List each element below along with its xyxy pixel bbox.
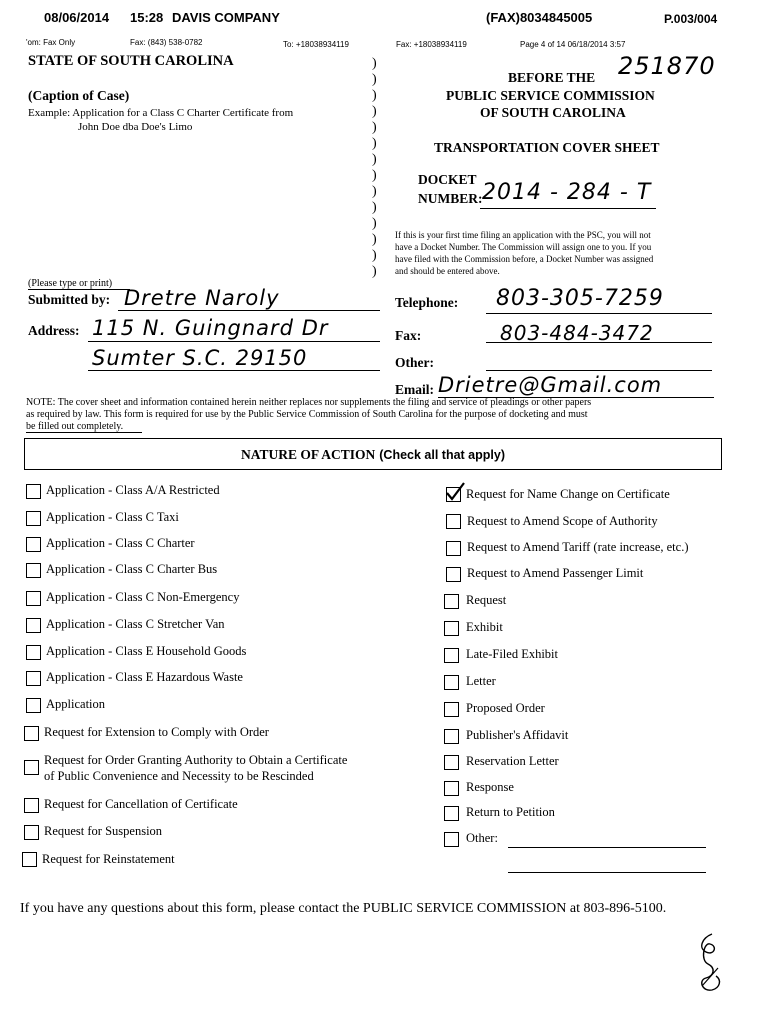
checkbox-proposed-order[interactable] xyxy=(444,702,459,717)
checkbox-class-c-stretcher-van[interactable] xyxy=(26,618,41,633)
other-field[interactable] xyxy=(486,370,712,371)
label-order-granting-authority-2: of Public Convenience and Necessity to be Rescinded xyxy=(44,769,314,783)
checkbox-exhibit[interactable] xyxy=(444,621,459,636)
checkbox-class-aa-restricted[interactable] xyxy=(26,484,41,499)
checkbox-response[interactable] xyxy=(444,781,459,796)
note-line-2: as required by law. This form is required for use by the Public Service Commission of South Carolina for the purpose of docketing and must xyxy=(26,409,588,420)
checkbox-publishers-affidavit[interactable] xyxy=(444,729,459,744)
other-action-field[interactable] xyxy=(508,847,706,848)
checkbox-other[interactable] xyxy=(444,832,459,847)
checkbox-amend-scope[interactable] xyxy=(446,514,461,529)
docket-note-2: have a Docket Number. The Commission will assign one to you. If you xyxy=(395,242,652,252)
label-late-filed-exhibit: Late-Filed Exhibit xyxy=(466,647,558,661)
checkbox-amend-passenger-limit[interactable] xyxy=(446,567,461,582)
checkbox-late-filed-exhibit[interactable] xyxy=(444,648,459,663)
docket-number-label: NUMBER: xyxy=(418,191,483,206)
handwritten-initials-signature xyxy=(692,930,732,998)
checkbox-class-c-charter-bus[interactable] xyxy=(26,563,41,578)
other-action-field-2[interactable] xyxy=(508,872,706,873)
label-request: Request xyxy=(466,593,507,607)
nature-of-action-header xyxy=(24,438,722,470)
address-label: Address: xyxy=(28,323,80,338)
address-line-2: Sumter S.C. 29150 xyxy=(92,346,308,370)
label-return-to-petition: Return to Petition xyxy=(466,805,555,819)
checkbox-name-change[interactable] xyxy=(446,487,461,502)
contact-footer: If you have any questions about this form, please contact the PUBLIC SERVICE COMMISSION at 803-896-5100. xyxy=(20,901,667,916)
submitted-by-value: Dretre Naroly xyxy=(124,286,280,310)
label-amend-passenger-limit: Request to Amend Passenger Limit xyxy=(467,566,644,580)
label-class-e-household-goods: Application - Class E Household Goods xyxy=(46,644,247,658)
label-class-c-non-emergency: Application - Class C Non-Emergency xyxy=(46,590,240,604)
label-letter: Letter xyxy=(466,674,496,688)
fax-value: 803-484-3472 xyxy=(500,321,654,345)
fax-page-code: P.003/004 xyxy=(664,12,718,26)
fax-time: 15:28 xyxy=(130,10,164,25)
checkbox-extension-to-comply[interactable] xyxy=(24,726,39,741)
label-cancellation-of-certificate: Request for Cancellation of Certificate xyxy=(44,797,238,811)
other-label: Other: xyxy=(395,355,434,370)
note-line-1: NOTE: The cover sheet and information contained herein neither replaces nor supplements the filing and service of pleadings or other papers xyxy=(26,397,592,408)
label-reservation-letter: Reservation Letter xyxy=(466,754,559,768)
checkbox-class-c-charter[interactable] xyxy=(26,537,41,552)
checkbox-order-granting-authority[interactable] xyxy=(24,760,39,775)
checkbox-amend-tariff[interactable] xyxy=(446,541,461,556)
fax-company: DAVIS COMPANY xyxy=(172,10,280,25)
checkbox-cancellation-of-certificate[interactable] xyxy=(24,798,39,813)
docket-underline xyxy=(480,208,656,209)
checkbox-reinstatement[interactable] xyxy=(22,852,37,867)
checkbox-reservation-letter[interactable] xyxy=(444,755,459,770)
docket-number-value: 2014 - 284 - T xyxy=(482,180,652,205)
label-order-granting-authority: Request for Order Granting Authority to Obtain a Certificate xyxy=(44,753,348,767)
email-label: Email: xyxy=(395,382,434,397)
fax-from: Fax: (843) 538-0782 xyxy=(130,38,203,47)
label-name-change: Request for Name Change on Certificate xyxy=(466,487,670,501)
fax-date: 08/06/2014 xyxy=(44,10,110,25)
label-proposed-order: Proposed Order xyxy=(466,701,545,715)
label-suspension: Request for Suspension xyxy=(44,824,163,838)
checkbox-class-c-non-emergency[interactable] xyxy=(26,591,41,606)
docket-label: DOCKET xyxy=(418,172,477,187)
fax-field[interactable] xyxy=(486,342,712,343)
telephone-field[interactable] xyxy=(486,313,712,314)
fax-from-label: 'om: Fax Only xyxy=(26,38,76,47)
fax-page-of: Page 4 of 14 06/18/2014 3:57 xyxy=(520,40,626,49)
label-exhibit: Exhibit xyxy=(466,620,503,634)
docket-note-4: and should be entered above. xyxy=(395,266,500,276)
fax-to: To: +18038934119 xyxy=(283,40,349,49)
checkbox-class-e-hazardous-waste[interactable] xyxy=(26,671,41,686)
label-class-c-charter: Application - Class C Charter xyxy=(46,536,195,550)
checkbox-class-e-household-goods[interactable] xyxy=(26,645,41,660)
label-reinstatement: Request for Reinstatement xyxy=(42,852,175,866)
please-type-underline xyxy=(28,289,130,290)
checkbox-application[interactable] xyxy=(26,698,41,713)
label-response: Response xyxy=(466,780,514,794)
note-line-3: be filled out completely. xyxy=(26,421,124,432)
checkbox-suspension[interactable] xyxy=(24,825,39,840)
please-type-note: (Please type or print) xyxy=(28,278,113,289)
fax-to-number: Fax: +18038934119 xyxy=(396,40,467,49)
caption-example-name: John Doe dba Doe's Limo xyxy=(78,121,193,133)
nature-of-action-title: NATURE OF ACTION xyxy=(241,447,376,462)
checkbox-class-c-taxi[interactable] xyxy=(26,511,41,526)
before-the: BEFORE THE xyxy=(508,70,596,85)
page: 08/06/2014 15:28 DAVIS COMPANY (FAX)8034845005 P.003/004 'om: Fax Only Fax: (843) 538-0782 To: +18038934119 Fax: +18038934119 Page 4 of 14 06/18/2014 3:57 STATE OF SOUTH CAROLINA (Caption of Case) Example: Application for a Class C Charter Certificate from John Doe dba Doe's Limo ) ) ) ) ) ) ) ) ) ) ) ) ) ) 251870 BEFORE THE PUBLIC SERVICE COMMISSION OF SOUTH CAROLINA TRANSPORTATION COVER SHEET DOCKET NUMBER: 2014 - 284 - T If this is your first time filing an application with the PSC, you will not have a Docket Number. The Commission will assign one to you. If you have filed with the Commission before, a Docket Number was assigned and should be entered above. (Please type or print) Submitted by: Dretre Naroly Address: 115 N. Guingnard Dr Sumter S.C. 29150 Telephone: 803-305-7259 Fax: 803-484-3472 Other: Email: Drietre@Gmail.com NOTE: The cover sheet and information contained herein neither replaces nor supplements the filing and service of pleadings or other papers as required by law. This form is required for use by the Public Service Commission of South Carolina for the purpose of docketing and must be filled out completely. NATURE OF ACTION (Check all that apply) Application - Class A/A Restricted Application - Class C Taxi Application - Class C Charter Application - Class C Charter Bus Application - Class C Non-Emergency Application - Class C Stretcher Van Application - Class E Household Goods Application - Class E Hazardous Waste Application Request for Extension to Comply with Order Request for Order Granting Authority to Obtain a Certificate of Public Convenience and Necessity to be Rescinded Request for Cancellation of Certificate Request for Suspension Request for Reinstatement Request for Name Change on Certificate Request to Amend Scope of Authority Request to Amend Tariff (rate increase, etc.) Request to Amend Passenger Limit Request Exhibit Late-Filed Exhibit Letter Proposed Order Publisher's Affidavit Reservation Letter Response Return to Petition Other: If you have any questions about this form, please contact the PUBLIC SERVICE COMMISSION at 803-896-5100. xyxy=(0,0,770,1024)
nature-of-action-subtitle: (Check all that apply) xyxy=(379,448,505,462)
label-amend-scope: Request to Amend Scope of Authority xyxy=(467,514,658,528)
checkmark-icon xyxy=(445,482,467,502)
caption-example: Example: Application for a Class C Charter Certificate from xyxy=(28,107,294,119)
telephone-value: 803-305-7259 xyxy=(496,286,664,311)
note-underline xyxy=(26,432,142,433)
fax-number: (FAX)8034845005 xyxy=(486,10,593,25)
docket-note-3: have filed with the Commission before, a Docket Number was assigned xyxy=(395,254,654,264)
label-application: Application xyxy=(46,697,106,711)
label-class-c-charter-bus: Application - Class C Charter Bus xyxy=(46,562,218,576)
label-extension-to-comply: Request for Extension to Comply with Order xyxy=(44,725,269,739)
email-value: Drietre@Gmail.com xyxy=(438,373,663,397)
label-other: Other: xyxy=(466,831,498,845)
label-class-aa-restricted: Application - Class A/A Restricted xyxy=(46,483,220,497)
commission-state: OF SOUTH CAROLINA xyxy=(480,105,626,120)
checkbox-return-to-petition[interactable] xyxy=(444,806,459,821)
telephone-label: Telephone: xyxy=(395,295,459,310)
checkbox-request[interactable] xyxy=(444,594,459,609)
cover-sheet-title: TRANSPORTATION COVER SHEET xyxy=(434,140,660,155)
submitted-by-label: Submitted by: xyxy=(28,292,111,307)
handwritten-filing-number: 251870 xyxy=(618,52,716,80)
commission-name: PUBLIC SERVICE COMMISSION xyxy=(446,88,655,103)
label-class-c-stretcher-van: Application - Class C Stretcher Van xyxy=(46,617,225,631)
caption-title: (Caption of Case) xyxy=(28,88,130,103)
label-publishers-affidavit: Publisher's Affidavit xyxy=(466,728,569,742)
docket-note-1: If this is your first time filing an application with the PSC, you will not xyxy=(395,230,651,240)
submitted-by-field[interactable] xyxy=(118,310,380,311)
label-amend-tariff: Request to Amend Tariff (rate increase, etc.) xyxy=(467,540,689,554)
address-line-1: 115 N. Guingnard Dr xyxy=(92,316,329,340)
checkbox-letter[interactable] xyxy=(444,675,459,690)
label-class-c-taxi: Application - Class C Taxi xyxy=(46,510,179,524)
address-field-1[interactable] xyxy=(88,341,380,342)
fax-label: Fax: xyxy=(395,328,422,343)
address-field-2[interactable] xyxy=(88,370,380,371)
state-heading: STATE OF SOUTH CAROLINA xyxy=(28,53,234,69)
label-class-e-hazardous-waste: Application - Class E Hazardous Waste xyxy=(46,670,243,684)
